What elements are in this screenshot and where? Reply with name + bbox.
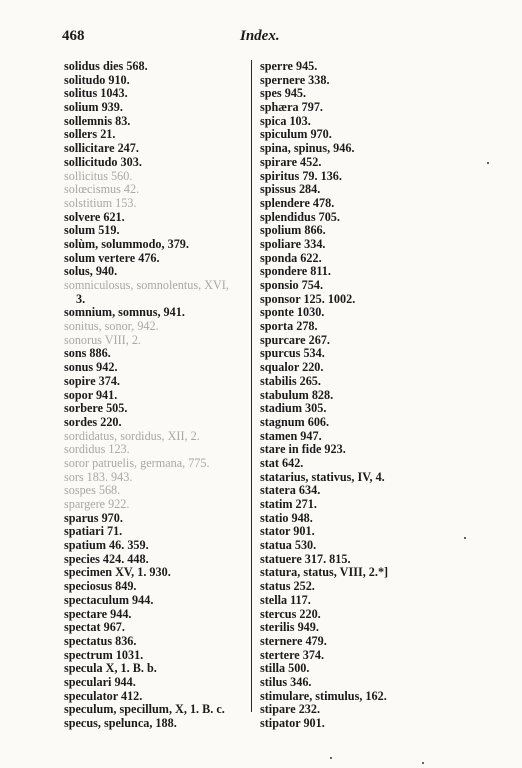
index-entry: spes 945. [260,86,307,101]
index-entry: statim 271. [260,497,317,511]
index-entry: statio 948. [260,510,313,525]
index-entry: solùm, solummodo, 379. [64,236,189,251]
index-entry: squalor 220. [260,360,324,375]
index-entry: 3. [76,291,86,306]
scan-speck [422,762,424,764]
index-entry: stercus 220. [260,606,321,621]
index-entry: sopire 374. [64,373,120,388]
index-entry: sollemnis 83. [64,113,131,128]
index-entry: sponsor 125. 1002. [260,291,356,306]
index-entry: spectaculum 944. [64,592,154,607]
index-entry: spoliare 334. [260,236,326,251]
index-entry: solstitium 153. [64,195,137,210]
index-entry: statua 530. [260,538,317,553]
index-entry: sponda 622. [260,250,322,265]
index-entry: spica 103. [260,113,311,128]
index-entry: splendere 478. [260,195,335,210]
index-entry: sporta 278. [260,319,318,334]
index-entry: speculum, specillum, X, 1. B. c. [64,702,225,717]
index-entry: solum vertere 476. [64,250,160,265]
scan-speck [487,162,489,164]
index-entry: specimen XV, 1. 930. [64,565,171,580]
index-entry: spirare 452. [260,154,322,169]
page-header [62,28,422,48]
scan-speck [464,537,466,539]
index-entry: status 252. [260,579,315,594]
index-entry: somnium, somnus, 941. [64,305,185,320]
index-entry: sordidus 123. [64,442,130,457]
index-entry: sordidatus, sordidus, XII, 2. [64,428,200,443]
index-entry: stipare 232. [260,702,321,717]
index-entry: sordes 220. [64,414,122,429]
index-entry: sorbere 505. [64,401,128,416]
index-entry: spissus 284. [260,182,321,197]
index-entry: spernere 338. [260,72,330,87]
index-entry: sponsio 754. [260,278,323,292]
index-entry: spiritus 79. 136. [260,168,342,183]
index-entry: stat 642. [260,455,304,470]
index-entry: sospes 568. [64,483,121,498]
index-entry: somniculosus, somnolentus, XVI, [64,278,229,292]
index-entry: stimulare, stimulus, 162. [260,688,387,703]
index-entry: spina, spinus, 946. [260,141,355,156]
index-entry: solœcismus 42. [64,182,140,197]
index-entry: spatium 46. 359. [64,538,149,553]
index-entry: spectat 967. [64,620,125,635]
index-entry: sponte 1030. [260,305,325,320]
index-entry: splendidus 705. [260,209,340,224]
page-title: Index. [240,28,280,44]
index-entry: spurcus 534. [260,346,325,361]
index-entry: spargere 922. [64,497,130,511]
index-entry: spiculum 970. [260,127,332,142]
index-entry: solum 519. [64,223,120,238]
index-entry: statura, status, VIII, 2.*] [260,565,389,580]
index-entry: specus, spelunca, 188. [64,716,177,730]
index-entry: statuere 317. 815. [260,551,351,566]
index-entry: spectare 944. [64,606,132,621]
index-entry: sterilis 949. [260,620,319,635]
index-entry: speculator 412. [64,688,143,703]
index-entry: sollicitare 247. [64,141,139,156]
index-entry: spatiari 71. [64,524,123,539]
index-entry: stipator 901. [260,716,325,730]
index-entry: sperre 945. [260,59,318,73]
index-entry: sparus 970. [64,510,123,525]
right-index-column [260,60,388,731]
index-entry: stamen 947. [260,428,322,443]
index-entry: stagnum 606. [260,414,330,429]
index-entry: speciosus 849. [64,579,137,594]
index-entry: stare in fide 923. [260,442,346,457]
index-entry: spectatus 836. [64,633,137,648]
index-entry: sphæra 797. [260,100,323,115]
index-entry: soror patruelis, germana, 775. [64,455,210,470]
index-entry: stilla 500. [260,661,310,676]
scan-speck [330,757,332,759]
index-entry: sternere 479. [260,633,327,648]
index-entry: statarius, stativus, IV, 4. [260,469,385,484]
index-entry: solus, 940. [64,264,118,279]
index-entry: spectrum 1031. [64,647,144,662]
index-entry: solium 939. [64,100,123,115]
index-entry: sonorus VIII, 2. [64,332,141,347]
index-entry: sollicitus 560. [64,168,133,183]
index-entry: stabulum 828. [260,387,334,402]
left-index-column [64,60,229,731]
column-divider [251,60,252,712]
index-entry: stabilis 265. [260,373,321,388]
index-entry: sonus 942. [64,360,118,375]
index-entry: sollers 21. [64,127,116,142]
index-entry: sopor 941. [64,387,118,402]
page-number: 468 [62,28,85,44]
index-entry: spondere 811. [260,264,331,279]
index-entry: sonitus, sonor, 942. [64,319,159,334]
index-entry: stella 117. [260,592,311,607]
index-entry: species 424. 448. [64,551,149,566]
index-entry: stertere 374. [260,647,325,662]
index-entry: stadium 305. [260,401,327,416]
index-entry: statera 634. [260,483,321,498]
index-entry: solidus dies 568. [64,59,148,73]
index-entry: sons 886. [64,346,111,361]
index-entry: solitus 1043. [64,86,128,101]
index-entry: spolium 866. [260,223,326,238]
index-entry: spurcare 267. [260,332,330,347]
index-entry: sors 183. 943. [64,469,133,484]
index-entry: speculari 944. [64,674,136,689]
index-entry: solitudo 910. [64,72,130,87]
index-entry: solvere 621. [64,209,125,224]
index-entry: specula X, 1. B. b. [64,661,157,676]
index-entry: stilus 346. [260,674,312,689]
index-entry: sollicitudo 303. [64,154,142,169]
index-entry: stator 901. [260,524,315,539]
